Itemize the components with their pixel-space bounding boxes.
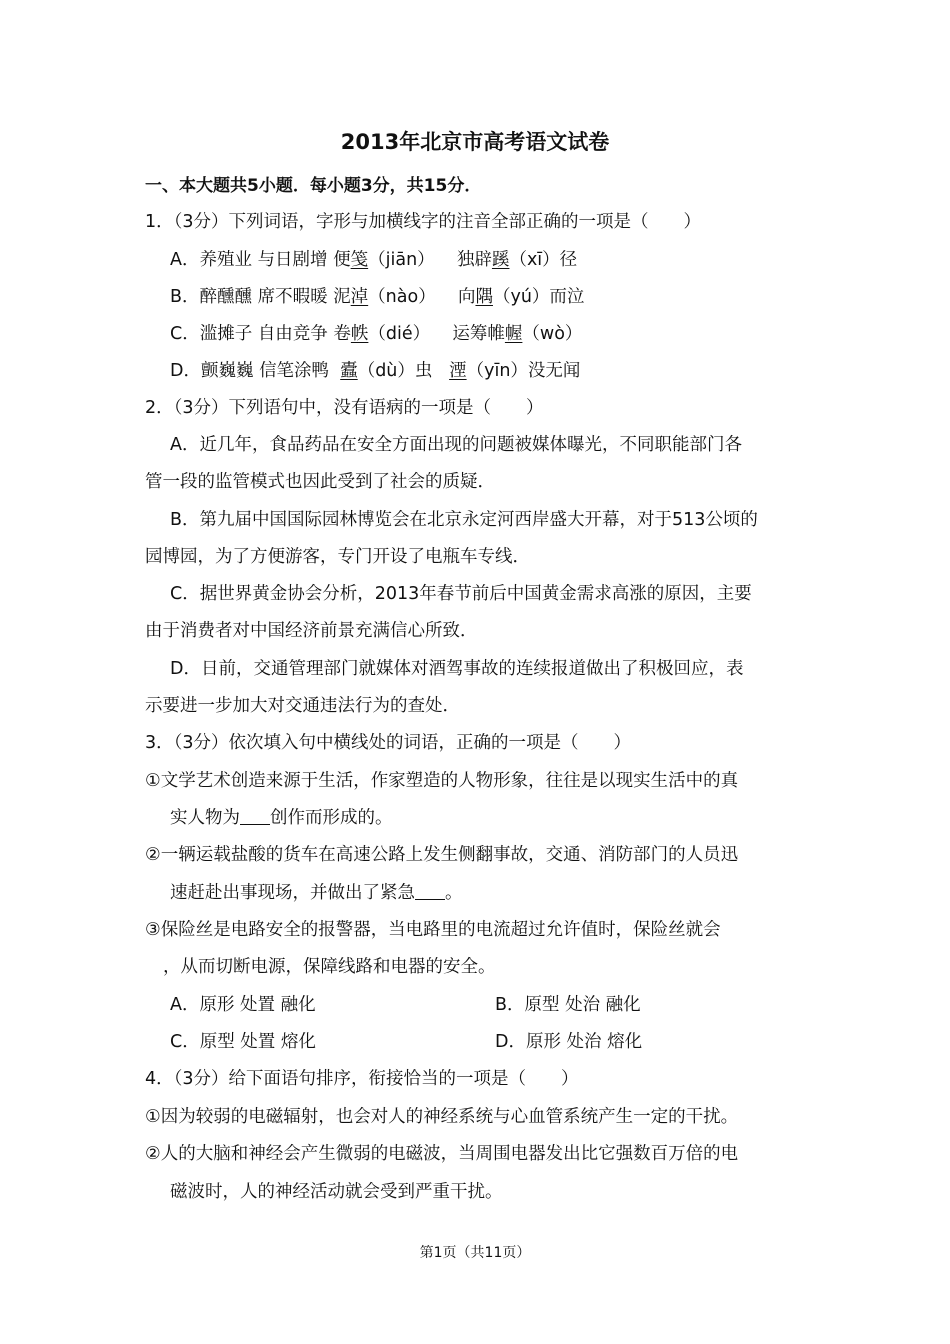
underlined-char: 淖 <box>350 287 369 307</box>
q1-option-c <box>170 322 582 346</box>
q2-option-a-line2: 管一段的监管模式也因此受到了社会的质疑． <box>145 472 495 492</box>
word: 滥摊子 <box>199 324 253 344</box>
word: 运筹帷 <box>452 324 505 344</box>
question-1-stem: 1．（3分）下列词语，字形与加横线字的注音全部正确的一项是（ ） <box>145 212 702 232</box>
word: 向 <box>457 287 476 307</box>
q2-option-a-line1: A．近几年，食品药品在安全方面出现的问题被媒体曝光，不同职能部门各 <box>170 435 742 455</box>
text: 。 <box>445 883 463 903</box>
text: 速赶赴出事现场，并做出了紧急 <box>170 883 415 903</box>
q3-sentence-1-line2 <box>170 806 393 830</box>
pinyin: （dié） <box>368 324 431 344</box>
word: 信笔涂鸭 <box>259 361 330 381</box>
fill-blank <box>415 881 445 900</box>
text: 实人物为 <box>170 808 240 828</box>
q2-option-b-line1: B．第九届中国国际园林博览会在北京永定河西岸盛大开幕，对于513公顷的 <box>170 510 758 530</box>
q2-option-c-line1: C．据世界黄金协会分析，2013年春节前后中国黄金需求高涨的原因，主要 <box>170 584 752 604</box>
option-label: C． <box>170 324 200 344</box>
word: 席不暇暖 <box>257 287 328 307</box>
pinyin: （dù）虫 <box>357 361 433 381</box>
word: 颤巍巍 <box>200 361 254 381</box>
q3-sentence-3-line2: ，从而切断电源，保障线路和电器的安全。 <box>163 957 496 977</box>
fill-blank <box>240 806 270 825</box>
word: 独辟 <box>456 250 492 270</box>
option-label: B． <box>170 287 200 307</box>
word: 便 <box>333 250 351 270</box>
q1-option-a <box>170 248 577 272</box>
q3-sentence-3-line1: ③保险丝是电路安全的报警器，当电路里的电流超过允许值时，保险丝就会 <box>145 920 721 940</box>
page-footer: 第1页（共11页） <box>419 1245 531 1261</box>
word: 泥 <box>333 287 351 307</box>
underlined-char: 帙 <box>350 324 369 344</box>
q3-sentence-2-line1: ②一辆运载盐酸的货车在高速公路上发生侧翻事故，交通、消防部门的人员迅 <box>145 845 739 865</box>
pinyin: （yú）而泣 <box>492 287 585 307</box>
pinyin: （yīn）没无闻 <box>466 361 581 381</box>
q3-option-d: D．原形 处治 熔化 <box>495 1032 643 1052</box>
q3-sentence-2-line2 <box>170 881 463 905</box>
underlined-char: 笺 <box>350 250 369 270</box>
q3-option-b: B．原型 处治 融化 <box>495 995 641 1015</box>
underlined-char: 隅 <box>475 287 493 307</box>
pinyin: （nào） <box>368 287 436 307</box>
q2-option-c-line2: 由于消费者对中国经济前景充满信心所致． <box>145 621 478 641</box>
option-label: D． <box>170 361 201 381</box>
q2-option-d-line1: D．日前，交通管理部门就媒体对酒驾事故的连续报道做出了积极回应，表 <box>170 659 744 679</box>
text: 创作而形成的。 <box>270 808 393 828</box>
q3-sentence-1-line1: ①文学艺术创造来源于生活，作家塑造的人物形象，往往是以现实生活中的真 <box>145 771 739 791</box>
q4-sentence-1: ①因为较弱的电磁辐射，也会对人的神经系统与心血管系统产生一定的干扰。 <box>145 1107 739 1127</box>
page-title: 2013年北京市高考语文试卷 <box>340 130 610 154</box>
underlined-char: 幄 <box>504 324 523 344</box>
word: 自由竞争 <box>257 324 328 344</box>
option-label: A． <box>170 250 200 270</box>
q2-option-b-line2: 园博园，为了方便游客，专门开设了电瓶车专线． <box>145 547 530 567</box>
word: 卷 <box>333 324 351 344</box>
question-2-stem: 2．（3分）下列语句中，没有语病的一项是（ ） <box>145 398 544 418</box>
word: 养殖业 <box>199 250 252 270</box>
underlined-char: 蹊 <box>491 250 510 270</box>
q3-option-a: A．原形 处置 融化 <box>170 995 316 1015</box>
underlined-char: 蠹 <box>340 361 358 381</box>
q1-option-b <box>170 285 584 309</box>
underlined-char: 湮 <box>449 361 467 381</box>
pinyin: （wò） <box>522 324 583 344</box>
pinyin: （xī）径 <box>509 250 578 270</box>
question-3-stem: 3．（3分）依次填入句中横线处的词语，正确的一项是（ ） <box>145 733 632 753</box>
pinyin: （jiān） <box>368 250 435 270</box>
q3-option-c: C．原型 处置 熔化 <box>170 1032 316 1052</box>
word: 醉醺醺 <box>199 287 253 307</box>
q2-option-d-line2: 示要进一步加大对交通违法行为的查处． <box>145 696 460 716</box>
question-4-stem: 4．（3分）给下面语句排序，衔接恰当的一项是（ ） <box>145 1069 579 1089</box>
q1-option-d <box>170 359 580 383</box>
q4-sentence-2-line2: 磁波时，人的神经活动就会受到严重干扰。 <box>170 1182 503 1202</box>
section-heading: 一、本大题共5小题．每小题3分，共15分． <box>145 176 482 196</box>
word: 与日剧增 <box>257 250 328 270</box>
q4-sentence-2-line1: ②人的大脑和神经会产生微弱的电磁波，当周围电器发出比它强数百万倍的电 <box>145 1144 739 1164</box>
